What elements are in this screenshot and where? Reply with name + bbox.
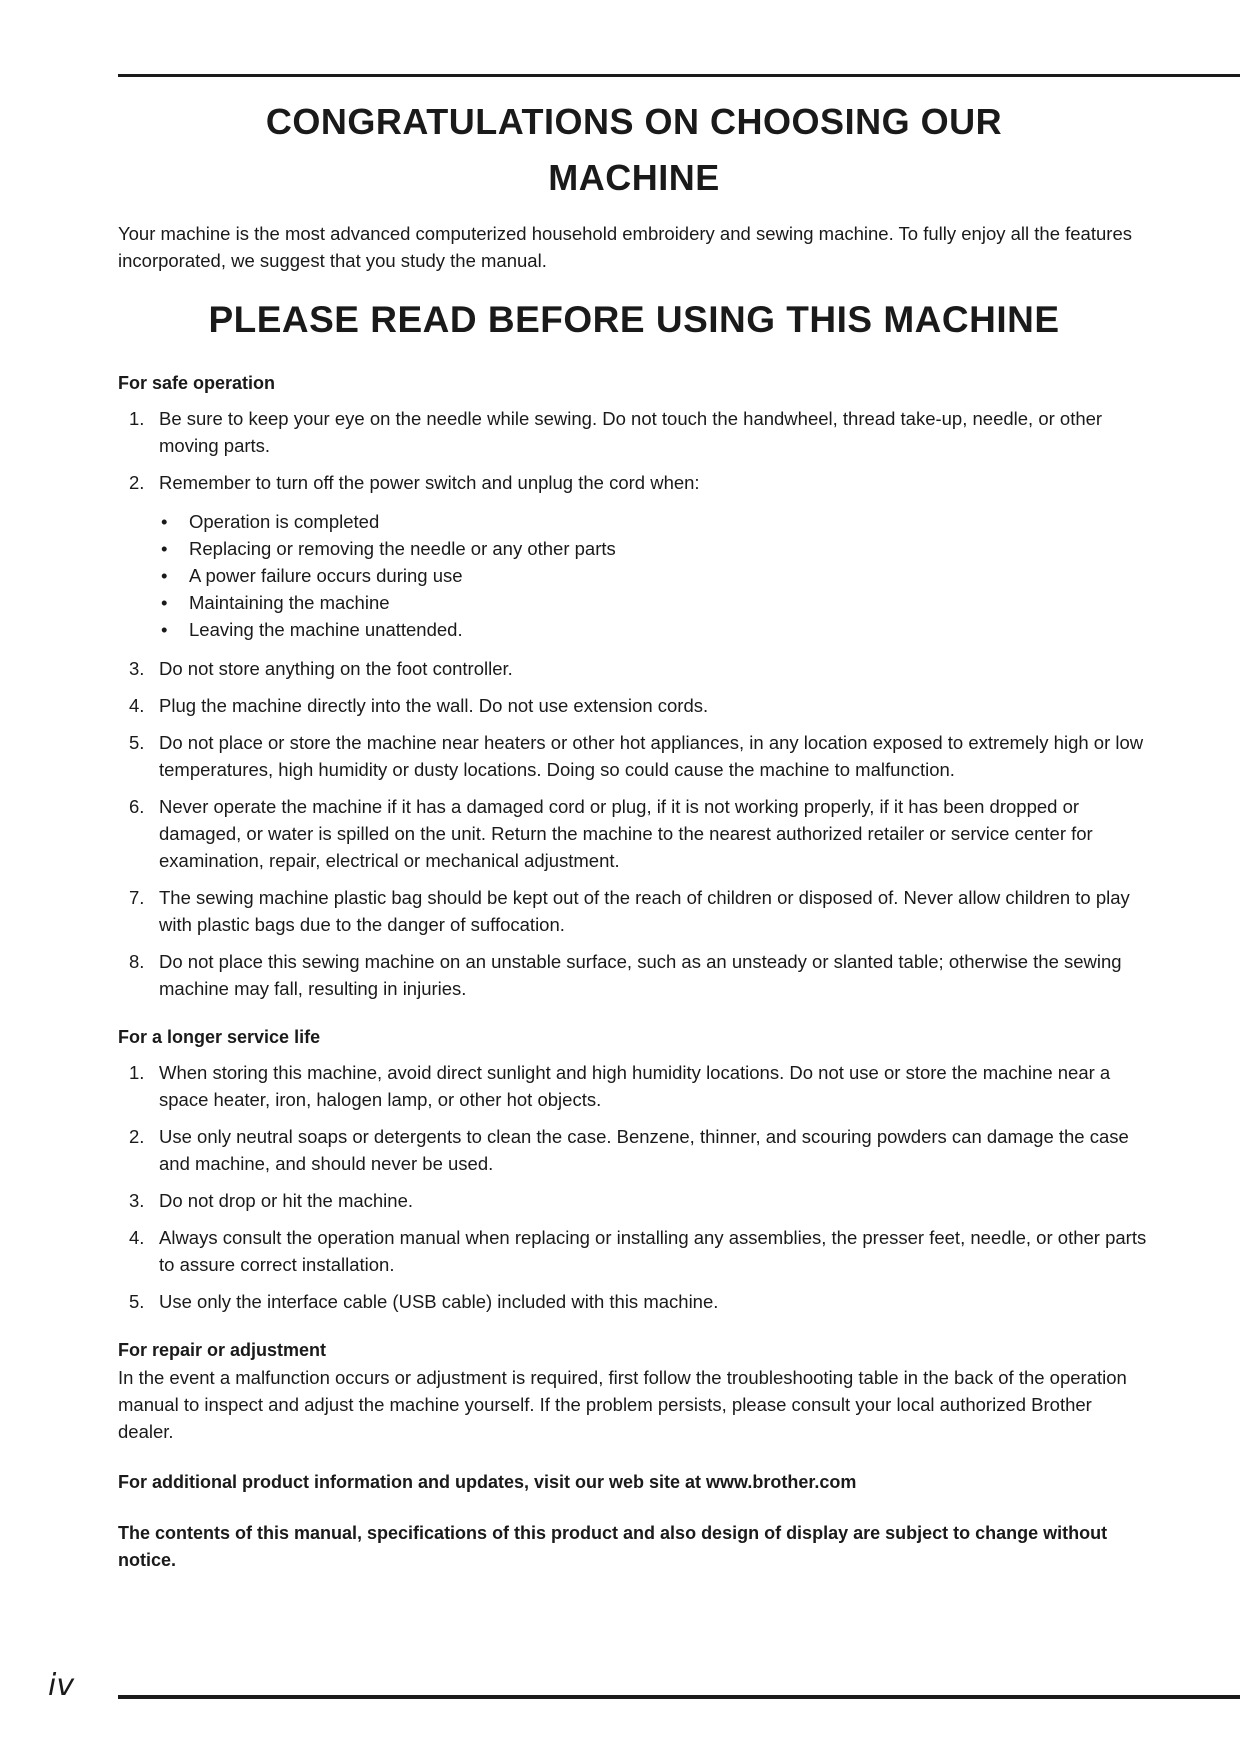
list-item [118,1187,1150,1214]
item-number: 1. [129,1062,145,1083]
list-item [118,692,1150,719]
item-number: 5. [129,732,145,753]
item-number: 3. [129,1190,145,1211]
item-number: 3. [129,658,145,679]
list-item [118,655,1150,682]
item-text: Plug the machine directly into the wall. Do not use extension cords. [159,695,709,716]
bullet-text: A power failure occurs during use [189,565,463,586]
item-text: Do not store anything on the foot controller. [159,658,513,679]
list-item [118,729,1150,783]
list-item [118,469,1150,643]
repair-heading: For repair or adjustment [118,1340,327,1360]
additional-info: For additional product information and updates, visit our web site at www.brother.com [118,1472,857,1492]
list-item [118,1059,1150,1113]
change-notice: The contents of this manual, specifications of this product and also design of display are subject to change without notice. [118,1523,1108,1570]
page-number: iv [48,1668,75,1703]
service-life-list [118,1059,1150,1315]
list-item [118,948,1150,1002]
list-item [118,1224,1150,1278]
item-text: Use only the interface cable (USB cable) included with this machine. [159,1291,719,1312]
unplug-conditions-list [159,508,1150,643]
item-number: 8. [129,951,145,972]
repair-section [118,1337,1150,1445]
bullet-text: Maintaining the machine [189,592,390,613]
list-item [118,793,1150,874]
item-text: Always consult the operation manual when replacing or installing any assemblies, the presser feet, needle, or other parts to assure correct installation. [159,1227,1147,1275]
top-rule [118,74,1240,77]
intro-paragraph: Your machine is the most advanced computerized household embroidery and sewing machine. To fully enjoy all the features incorporated, we suggest that you study the manual. [118,223,1132,271]
bullet-icon: • [161,538,168,559]
bullet-item [159,616,1150,643]
item-number: 4. [129,1227,145,1248]
bullet-item [159,535,1150,562]
bullet-item [159,508,1150,535]
bullet-text: Operation is completed [189,511,380,532]
item-number: 7. [129,887,145,908]
bullet-item [159,589,1150,616]
bullet-item [159,562,1150,589]
item-text: Be sure to keep your eye on the needle while sewing. Do not touch the handwheel, thread take-up, needle, or other moving parts. [159,408,1103,456]
item-text: Never operate the machine if it has a damaged cord or plug, if it is not working properly, if it has been dropped or damaged, or water is spilled on the unit. Return the machine to the nearest authorized retailer or service center for examination, repair, electrical or mechanical adjustment. [159,796,1093,871]
page-title: CONGRATULATIONS ON CHOOSING OUR MACHINE [265,101,1003,198]
safe-operation-heading: For safe operation [118,373,276,393]
bottom-rule [118,1695,1240,1699]
list-item [118,884,1150,938]
service-life-section [118,1024,1150,1315]
bullet-text: Replacing or removing the needle or any other parts [189,538,616,559]
item-text: When storing this machine, avoid direct sunlight and high humidity locations. Do not use or store the machine near a space heater, iron, halogen lamp, or other hot objects. [159,1062,1111,1110]
item-text: Remember to turn off the power switch and unplug the cord when: [159,472,700,493]
item-number: 6. [129,796,145,817]
bullet-icon: • [161,592,168,613]
item-text: Do not drop or hit the machine. [159,1190,414,1211]
bullet-text: Leaving the machine unattended. [189,619,463,640]
item-number: 4. [129,695,145,716]
item-number: 2. [129,1126,145,1147]
item-text: The sewing machine plastic bag should be kept out of the reach of children or disposed of. Never allow children to play with plastic bags due to the danger of suffocation. [159,887,1130,935]
item-number: 1. [129,408,145,429]
item-number: 5. [129,1291,145,1312]
service-life-heading: For a longer service life [118,1027,321,1047]
bullet-icon: • [161,565,168,586]
item-text: Use only neutral soaps or detergents to clean the case. Benzene, thinner, and scouring powders can damage the case and machine, and should never be used. [159,1126,1129,1174]
bullet-icon: • [161,619,168,640]
list-item [118,1288,1150,1315]
bullet-icon: • [161,511,168,532]
list-item [118,405,1150,459]
list-item [118,1123,1150,1177]
page-content [118,94,1150,1574]
item-text: Do not place or store the machine near heaters or other hot appliances, in any location exposed to extremely high or low temperatures, high humidity or dusty locations. Doing so could cause the machine to malfunction. [159,732,1144,780]
section-title: PLEASE READ BEFORE USING THIS MACHINE [208,299,1060,340]
item-text: Do not place this sewing machine on an unstable surface, such as an unsteady or slanted table; otherwise the sewing machine may fall, resulting in injuries. [159,951,1122,999]
safe-operation-list [118,405,1150,1002]
item-number: 2. [129,472,145,493]
repair-paragraph: In the event a malfunction occurs or adjustment is required, first follow the troubleshooting table in the back of the operation manual to inspect and adjust the machine yourself. If the problem persists, please consult your local authorized Brother dealer. [118,1367,1127,1442]
safe-operation-section [118,370,1150,1002]
